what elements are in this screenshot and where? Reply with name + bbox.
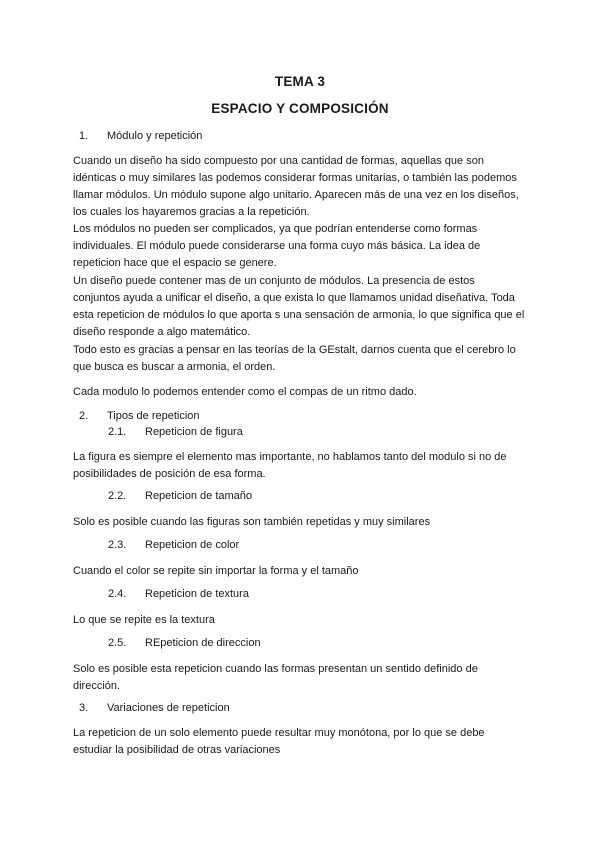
paragraph: Cuando un diseño ha sido compuesto por una cantidad de formas, aquellas que son idénticas o muy similares las podemos considerar formas unitarias, o también las podemos llamar módulos. Un módulo supone algo unitario. Aparecen más de una vez en los diseños, los cuales los hayaremos gracias a la repetición.: [73, 155, 519, 218]
document-title: TEMA 3: [274, 74, 326, 89]
subsection-2-1-heading: [108, 426, 243, 438]
subsection-heading-text: Repeticion de tamaño: [145, 490, 253, 502]
subsection-number: 2.2.: [108, 490, 127, 502]
paragraph: Solo es posible esta repeticion cuando las formas presentan un sentido definido de dirección.: [73, 663, 478, 692]
paragraph: Todo esto es gracias a pensar en las teorías de la GEstalt, darnos cuenta que el cerebro lo que busca es buscar a armonia, el orden.: [73, 344, 516, 373]
subsection-heading-text: Repeticion de figura: [145, 426, 243, 438]
section-1-heading: [79, 130, 202, 142]
paragraph: Cuando el color se repite sin importar la forma y el tamaño: [73, 565, 359, 577]
section-2-heading: [79, 410, 200, 422]
subsection-number: 2.1.: [108, 426, 127, 438]
subsection-heading-text: Repeticion de textura: [145, 588, 249, 600]
document-subtitle: ESPACIO Y COMPOSICIÓN: [211, 101, 389, 116]
section-heading-text: Variaciones de repeticion: [107, 702, 230, 714]
subsection-heading-text: Repeticion de color: [145, 539, 240, 551]
subsection-number: 2.3.: [108, 539, 127, 551]
section-number: 3.: [79, 702, 89, 714]
section-3-heading: [79, 702, 230, 714]
paragraph: La repeticion de un solo elemento puede resultar muy monótona, por lo que se debe estudiar la posibilidad de otras variaciones: [73, 727, 485, 756]
subsection-2-3-heading: [108, 539, 239, 551]
paragraph: Los módulos no pueden ser complicados, ya que podrían entenderse como formas individuales. El módulo puede considerarse una forma cuyo más básica. La idea de repeticion hace que el espacio se genere.: [73, 223, 481, 269]
subsection-2-5-heading: [108, 637, 261, 649]
section-number: 2.: [79, 410, 89, 422]
subsection-heading-text: REpeticion de direccion: [145, 637, 261, 649]
section-heading-text: Tipos de repeticion: [107, 410, 200, 422]
section-heading-text: Módulo y repetición: [107, 130, 203, 142]
subsection-number: 2.5.: [108, 637, 127, 649]
subsection-2-2-heading: [108, 490, 252, 502]
subsection-2-4-heading: [108, 588, 249, 600]
paragraph: Lo que se repite es la textura: [73, 614, 215, 626]
paragraph: Cada modulo lo podemos entender como el compas de un ritmo dado.: [73, 386, 417, 398]
subsection-number: 2.4.: [108, 588, 127, 600]
section-number: 1.: [79, 130, 89, 142]
paragraph: Un diseño puede contener mas de un conjunto de módulos. La presencia de estos conjuntos ayuda a unificar el diseño, a que exista lo que llamamos unidad diseñativa. Toda esta repeticion de módulos lo que aporta s una sensación de armonia, lo que significa que el diseño responde a algo matemático.: [73, 275, 525, 338]
paragraph: Solo es posible cuando las figuras son también repetidas y muy similares: [73, 516, 431, 528]
paragraph: La figura es siempre el elemento mas importante, no hablamos tanto del modulo si no de posibilidades de posición de esa forma.: [73, 451, 507, 480]
